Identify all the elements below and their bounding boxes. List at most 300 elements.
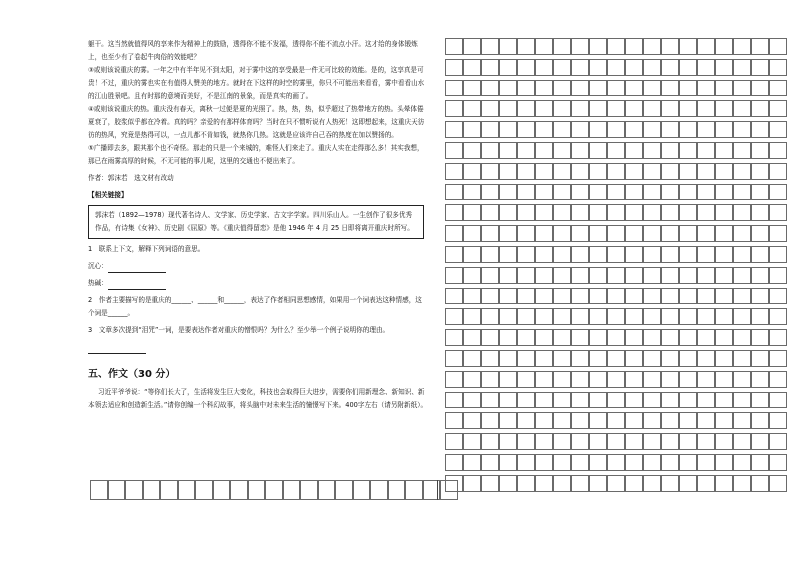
grid-cell[interactable] xyxy=(283,480,301,500)
grid-cell[interactable] xyxy=(679,329,697,346)
grid-cell[interactable] xyxy=(715,350,733,367)
grid-cell[interactable] xyxy=(769,454,787,471)
grid-cell[interactable] xyxy=(589,308,607,325)
grid-cell[interactable] xyxy=(697,329,715,346)
grid-cell[interactable] xyxy=(679,412,697,429)
grid-cell[interactable] xyxy=(248,480,266,500)
grid-cell[interactable] xyxy=(625,288,643,305)
grid-cell[interactable] xyxy=(715,121,733,138)
grid-cell[interactable] xyxy=(607,475,625,492)
grid-cell[interactable] xyxy=(463,100,481,117)
grid-cell[interactable] xyxy=(445,392,463,409)
grid-cell[interactable] xyxy=(571,225,589,242)
grid-cell[interactable] xyxy=(535,371,553,388)
grid-cell[interactable] xyxy=(733,392,751,409)
grid-cell[interactable] xyxy=(481,59,499,76)
grid-cell[interactable] xyxy=(697,142,715,159)
grid-cell[interactable] xyxy=(463,142,481,159)
grid-cell[interactable] xyxy=(625,412,643,429)
grid-cell[interactable] xyxy=(589,204,607,221)
grid-cell[interactable] xyxy=(571,267,589,284)
grid-cell[interactable] xyxy=(499,121,517,138)
grid-cell[interactable] xyxy=(481,246,499,263)
grid-cell[interactable] xyxy=(679,246,697,263)
grid-cell[interactable] xyxy=(607,163,625,180)
grid-cell[interactable] xyxy=(697,433,715,450)
grid-cell[interactable] xyxy=(679,204,697,221)
grid-cell[interactable] xyxy=(643,121,661,138)
grid-cell[interactable] xyxy=(751,433,769,450)
grid-cell[interactable] xyxy=(643,204,661,221)
grid-cell[interactable] xyxy=(499,308,517,325)
grid-cell[interactable] xyxy=(643,246,661,263)
grid-cell[interactable] xyxy=(571,392,589,409)
grid-cell[interactable] xyxy=(589,329,607,346)
grid-cell[interactable] xyxy=(499,163,517,180)
grid-cell[interactable] xyxy=(679,454,697,471)
grid-cell[interactable] xyxy=(535,433,553,450)
grid-cell[interactable] xyxy=(697,350,715,367)
grid-cell[interactable] xyxy=(499,246,517,263)
grid-cell[interactable] xyxy=(517,329,535,346)
grid-cell[interactable] xyxy=(499,475,517,492)
grid-cell[interactable] xyxy=(679,225,697,242)
grid-cell[interactable] xyxy=(589,38,607,55)
grid-cell[interactable] xyxy=(625,350,643,367)
grid-cell[interactable] xyxy=(230,480,248,500)
grid-cell[interactable] xyxy=(643,267,661,284)
grid-cell[interactable] xyxy=(571,204,589,221)
grid-cell[interactable] xyxy=(535,225,553,242)
grid-cell[interactable] xyxy=(661,308,679,325)
grid-cell[interactable] xyxy=(679,392,697,409)
grid-cell[interactable] xyxy=(195,480,213,500)
grid-cell[interactable] xyxy=(517,475,535,492)
grid-cell[interactable] xyxy=(625,163,643,180)
grid-cell[interactable] xyxy=(553,142,571,159)
grid-cell[interactable] xyxy=(517,184,535,201)
grid-cell[interactable] xyxy=(463,371,481,388)
grid-cell[interactable] xyxy=(535,288,553,305)
grid-cell[interactable] xyxy=(517,204,535,221)
grid-cell[interactable] xyxy=(445,100,463,117)
grid-cell[interactable] xyxy=(463,475,481,492)
grid-cell[interactable] xyxy=(445,433,463,450)
grid-cell[interactable] xyxy=(481,371,499,388)
grid-cell[interactable] xyxy=(535,163,553,180)
grid-cell[interactable] xyxy=(499,184,517,201)
grid-cell[interactable] xyxy=(643,80,661,97)
grid-cell[interactable] xyxy=(445,184,463,201)
grid-cell[interactable] xyxy=(697,267,715,284)
grid-cell[interactable] xyxy=(481,329,499,346)
grid-cell[interactable] xyxy=(679,350,697,367)
grid-cell[interactable] xyxy=(751,121,769,138)
grid-cell[interactable] xyxy=(607,412,625,429)
grid-cell[interactable] xyxy=(517,163,535,180)
grid-cell[interactable] xyxy=(751,142,769,159)
grid-cell[interactable] xyxy=(769,392,787,409)
grid-cell[interactable] xyxy=(178,480,196,500)
grid-cell[interactable] xyxy=(625,308,643,325)
grid-cell[interactable] xyxy=(769,225,787,242)
grid-cell[interactable] xyxy=(733,100,751,117)
grid-cell[interactable] xyxy=(733,308,751,325)
grid-cell[interactable] xyxy=(643,225,661,242)
grid-cell[interactable] xyxy=(661,142,679,159)
grid-cell[interactable] xyxy=(481,184,499,201)
grid-cell[interactable] xyxy=(679,433,697,450)
grid-cell[interactable] xyxy=(733,80,751,97)
grid-cell[interactable] xyxy=(715,142,733,159)
grid-cell[interactable] xyxy=(445,329,463,346)
grid-cell[interactable] xyxy=(517,288,535,305)
grid-cell[interactable] xyxy=(589,371,607,388)
grid-cell[interactable] xyxy=(553,267,571,284)
grid-cell[interactable] xyxy=(661,392,679,409)
grid-cell[interactable] xyxy=(625,267,643,284)
grid-cell[interactable] xyxy=(445,454,463,471)
grid-cell[interactable] xyxy=(715,288,733,305)
grid-cell[interactable] xyxy=(463,350,481,367)
grid-cell[interactable] xyxy=(697,204,715,221)
grid-cell[interactable] xyxy=(751,475,769,492)
grid-cell[interactable] xyxy=(607,350,625,367)
grid-cell[interactable] xyxy=(445,267,463,284)
grid-cell[interactable] xyxy=(607,100,625,117)
grid-cell[interactable] xyxy=(445,204,463,221)
grid-cell[interactable] xyxy=(108,480,126,500)
grid-cell[interactable] xyxy=(517,80,535,97)
grid-cell[interactable] xyxy=(769,204,787,221)
grid-cell[interactable] xyxy=(679,184,697,201)
grid-cell[interactable] xyxy=(553,163,571,180)
grid-cell[interactable] xyxy=(697,475,715,492)
grid-cell[interactable] xyxy=(445,59,463,76)
grid-cell[interactable] xyxy=(463,204,481,221)
grid-cell[interactable] xyxy=(481,475,499,492)
grid-cell[interactable] xyxy=(625,433,643,450)
grid-cell[interactable] xyxy=(445,412,463,429)
grid-cell[interactable] xyxy=(517,121,535,138)
grid-cell[interactable] xyxy=(625,225,643,242)
grid-cell[interactable] xyxy=(143,480,161,500)
grid-cell[interactable] xyxy=(697,225,715,242)
grid-cell[interactable] xyxy=(553,454,571,471)
grid-cell[interactable] xyxy=(733,121,751,138)
grid-cell[interactable] xyxy=(535,454,553,471)
grid-cell[interactable] xyxy=(769,142,787,159)
grid-cell[interactable] xyxy=(715,412,733,429)
grid-cell[interactable] xyxy=(751,308,769,325)
grid-cell[interactable] xyxy=(607,371,625,388)
grid-cell[interactable] xyxy=(535,142,553,159)
grid-cell[interactable] xyxy=(463,267,481,284)
grid-cell[interactable] xyxy=(589,184,607,201)
grid-cell[interactable] xyxy=(643,454,661,471)
grid-cell[interactable] xyxy=(499,412,517,429)
grid-cell[interactable] xyxy=(517,142,535,159)
grid-cell[interactable] xyxy=(445,163,463,180)
grid-cell[interactable] xyxy=(697,371,715,388)
grid-cell[interactable] xyxy=(769,38,787,55)
grid-cell[interactable] xyxy=(481,288,499,305)
grid-cell[interactable] xyxy=(463,225,481,242)
grid-cell[interactable] xyxy=(697,80,715,97)
grid-cell[interactable] xyxy=(463,59,481,76)
grid-cell[interactable] xyxy=(733,454,751,471)
grid-cell[interactable] xyxy=(553,288,571,305)
grid-cell[interactable] xyxy=(697,392,715,409)
grid-cell[interactable] xyxy=(553,350,571,367)
grid-cell[interactable] xyxy=(481,412,499,429)
grid-cell[interactable] xyxy=(571,184,589,201)
grid-cell[interactable] xyxy=(589,225,607,242)
grid-cell[interactable] xyxy=(589,350,607,367)
grid-cell[interactable] xyxy=(643,100,661,117)
grid-cell[interactable] xyxy=(751,454,769,471)
grid-cell[interactable] xyxy=(733,350,751,367)
grid-cell[interactable] xyxy=(481,204,499,221)
grid-cell[interactable] xyxy=(499,454,517,471)
grid-cell[interactable] xyxy=(607,204,625,221)
grid-cell[interactable] xyxy=(751,80,769,97)
grid-cell[interactable] xyxy=(463,329,481,346)
grid-cell[interactable] xyxy=(697,308,715,325)
grid-cell[interactable] xyxy=(643,350,661,367)
grid-cell[interactable] xyxy=(553,184,571,201)
grid-cell[interactable] xyxy=(643,184,661,201)
answer-blank-3[interactable] xyxy=(88,344,146,354)
grid-cell[interactable] xyxy=(751,392,769,409)
grid-cell[interactable] xyxy=(751,412,769,429)
grid-cell[interactable] xyxy=(661,288,679,305)
grid-cell[interactable] xyxy=(571,412,589,429)
grid-cell[interactable] xyxy=(571,80,589,97)
grid-cell[interactable] xyxy=(607,308,625,325)
grid-cell[interactable] xyxy=(625,142,643,159)
grid-cell[interactable] xyxy=(571,246,589,263)
grid-cell[interactable] xyxy=(751,204,769,221)
grid-cell[interactable] xyxy=(571,433,589,450)
grid-cell[interactable] xyxy=(715,371,733,388)
grid-cell[interactable] xyxy=(769,80,787,97)
grid-cell[interactable] xyxy=(715,163,733,180)
grid-cell[interactable] xyxy=(607,246,625,263)
grid-cell[interactable] xyxy=(463,121,481,138)
grid-cell[interactable] xyxy=(769,121,787,138)
grid-cell[interactable] xyxy=(445,121,463,138)
grid-cell[interactable] xyxy=(445,225,463,242)
grid-cell[interactable] xyxy=(553,308,571,325)
grid-cell[interactable] xyxy=(625,204,643,221)
grid-cell[interactable] xyxy=(553,38,571,55)
grid-cell[interactable] xyxy=(481,350,499,367)
grid-cell[interactable] xyxy=(625,246,643,263)
grid-cell[interactable] xyxy=(733,142,751,159)
grid-cell[interactable] xyxy=(499,225,517,242)
grid-cell[interactable] xyxy=(589,80,607,97)
grid-cell[interactable] xyxy=(751,38,769,55)
grid-cell[interactable] xyxy=(335,480,353,500)
grid-cell[interactable] xyxy=(481,100,499,117)
grid-cell[interactable] xyxy=(571,38,589,55)
grid-cell[interactable] xyxy=(571,454,589,471)
grid-cell[interactable] xyxy=(571,100,589,117)
grid-cell[interactable] xyxy=(535,308,553,325)
grid-cell[interactable] xyxy=(661,454,679,471)
grid-cell[interactable] xyxy=(697,246,715,263)
grid-cell[interactable] xyxy=(553,371,571,388)
grid-cell[interactable] xyxy=(517,371,535,388)
grid-cell[interactable] xyxy=(679,38,697,55)
grid-cell[interactable] xyxy=(661,204,679,221)
grid-cell[interactable] xyxy=(499,142,517,159)
grid-cell[interactable] xyxy=(553,80,571,97)
grid-cell[interactable] xyxy=(517,100,535,117)
grid-cell[interactable] xyxy=(499,267,517,284)
grid-cell[interactable] xyxy=(751,350,769,367)
grid-cell[interactable] xyxy=(607,38,625,55)
grid-cell[interactable] xyxy=(733,184,751,201)
grid-cell[interactable] xyxy=(463,433,481,450)
grid-cell[interactable] xyxy=(481,267,499,284)
grid-cell[interactable] xyxy=(643,308,661,325)
grid-cell[interactable] xyxy=(535,412,553,429)
grid-cell[interactable] xyxy=(769,371,787,388)
grid-cell[interactable] xyxy=(481,454,499,471)
grid-cell[interactable] xyxy=(318,480,336,500)
grid-cell[interactable] xyxy=(697,288,715,305)
grid-cell[interactable] xyxy=(535,80,553,97)
grid-cell[interactable] xyxy=(625,100,643,117)
grid-cell[interactable] xyxy=(535,59,553,76)
grid-cell[interactable] xyxy=(733,204,751,221)
grid-cell[interactable] xyxy=(769,59,787,76)
grid-cell[interactable] xyxy=(607,454,625,471)
grid-cell[interactable] xyxy=(125,480,143,500)
grid-cell[interactable] xyxy=(553,433,571,450)
grid-cell[interactable] xyxy=(499,350,517,367)
grid-cell[interactable] xyxy=(715,475,733,492)
grid-cell[interactable] xyxy=(571,350,589,367)
grid-cell[interactable] xyxy=(661,100,679,117)
grid-cell[interactable] xyxy=(625,80,643,97)
grid-cell[interactable] xyxy=(625,371,643,388)
grid-cell[interactable] xyxy=(589,59,607,76)
grid-cell[interactable] xyxy=(769,329,787,346)
grid-cell[interactable] xyxy=(625,121,643,138)
grid-cell[interactable] xyxy=(679,80,697,97)
grid-cell[interactable] xyxy=(643,433,661,450)
grid-cell[interactable] xyxy=(643,38,661,55)
grid-cell[interactable] xyxy=(517,308,535,325)
grid-cell[interactable] xyxy=(661,246,679,263)
grid-cell[interactable] xyxy=(607,329,625,346)
grid-cell[interactable] xyxy=(679,121,697,138)
grid-cell[interactable] xyxy=(499,80,517,97)
grid-cell[interactable] xyxy=(440,480,458,500)
grid-cell[interactable] xyxy=(697,184,715,201)
grid-cell[interactable] xyxy=(481,433,499,450)
grid-cell[interactable] xyxy=(517,433,535,450)
grid-cell[interactable] xyxy=(517,225,535,242)
grid-cell[interactable] xyxy=(715,225,733,242)
answer-blank-1b[interactable] xyxy=(108,280,166,290)
grid-cell[interactable] xyxy=(535,267,553,284)
grid-cell[interactable] xyxy=(625,184,643,201)
writing-grid-right[interactable] xyxy=(445,38,787,492)
grid-cell[interactable] xyxy=(679,100,697,117)
grid-cell[interactable] xyxy=(769,246,787,263)
grid-cell[interactable] xyxy=(751,246,769,263)
grid-cell[interactable] xyxy=(661,80,679,97)
grid-cell[interactable] xyxy=(643,288,661,305)
grid-cell[interactable] xyxy=(643,475,661,492)
grid-cell[interactable] xyxy=(481,121,499,138)
grid-cell[interactable] xyxy=(445,288,463,305)
grid-cell[interactable] xyxy=(661,433,679,450)
grid-cell[interactable] xyxy=(733,267,751,284)
grid-cell[interactable] xyxy=(643,412,661,429)
grid-cell[interactable] xyxy=(589,267,607,284)
grid-cell[interactable] xyxy=(679,308,697,325)
grid-cell[interactable] xyxy=(535,475,553,492)
grid-cell[interactable] xyxy=(661,59,679,76)
grid-cell[interactable] xyxy=(697,412,715,429)
grid-cell[interactable] xyxy=(553,225,571,242)
grid-cell[interactable] xyxy=(733,225,751,242)
grid-cell[interactable] xyxy=(535,121,553,138)
grid-cell[interactable] xyxy=(589,412,607,429)
grid-cell[interactable] xyxy=(607,288,625,305)
grid-cell[interactable] xyxy=(463,392,481,409)
grid-cell[interactable] xyxy=(607,142,625,159)
grid-cell[interactable] xyxy=(265,480,283,500)
grid-cell[interactable] xyxy=(553,392,571,409)
grid-cell[interactable] xyxy=(445,308,463,325)
grid-cell[interactable] xyxy=(553,412,571,429)
grid-cell[interactable] xyxy=(589,246,607,263)
grid-cell[interactable] xyxy=(571,163,589,180)
grid-cell[interactable] xyxy=(353,480,371,500)
grid-cell[interactable] xyxy=(733,475,751,492)
grid-cell[interactable] xyxy=(589,100,607,117)
grid-cell[interactable] xyxy=(499,204,517,221)
grid-cell[interactable] xyxy=(553,246,571,263)
grid-cell[interactable] xyxy=(553,204,571,221)
grid-cell[interactable] xyxy=(517,267,535,284)
grid-cell[interactable] xyxy=(589,121,607,138)
grid-cell[interactable] xyxy=(661,412,679,429)
grid-cell[interactable] xyxy=(769,184,787,201)
grid-cell[interactable] xyxy=(463,412,481,429)
grid-cell[interactable] xyxy=(769,100,787,117)
grid-cell[interactable] xyxy=(607,225,625,242)
grid-cell[interactable] xyxy=(463,288,481,305)
grid-cell[interactable] xyxy=(370,480,388,500)
grid-cell[interactable] xyxy=(481,163,499,180)
grid-cell[interactable] xyxy=(679,371,697,388)
grid-cell[interactable] xyxy=(643,371,661,388)
grid-cell[interactable] xyxy=(499,100,517,117)
grid-cell[interactable] xyxy=(535,350,553,367)
grid-cell[interactable] xyxy=(733,163,751,180)
grid-cell[interactable] xyxy=(553,100,571,117)
grid-cell[interactable] xyxy=(553,475,571,492)
grid-cell[interactable] xyxy=(463,184,481,201)
grid-cell[interactable] xyxy=(751,225,769,242)
